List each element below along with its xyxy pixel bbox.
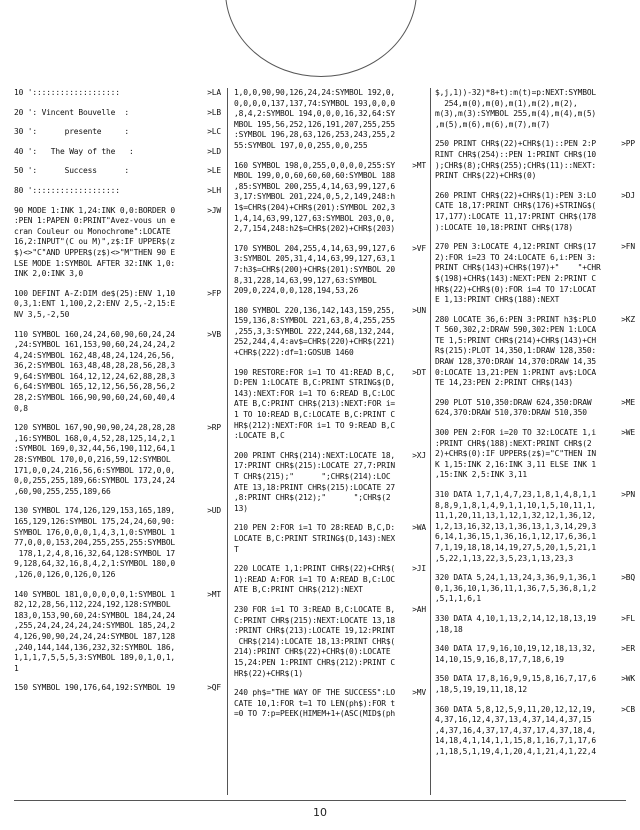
code-text: 250 PRINT CHR$(22)+CHR$(1)::PEN 2:P [435, 139, 597, 149]
code-text: m(3),m(3):SYMBOL 255,m(4),m(4),m(5) [435, 109, 597, 119]
basic-line [14, 147, 221, 158]
code-text: MBOL 199,0,0,60,60,60,60:SYMBOL 188 [234, 171, 396, 181]
code-text: 200 PRINT CHR$(214):NEXT:LOCATE 18, [234, 450, 396, 460]
code-text: 82,12,28,56,112,224,192,128:SYMBOL [14, 600, 171, 610]
basic-line [435, 191, 635, 233]
basic-line [435, 674, 635, 695]
code-text: 110 SYMBOL 160,24,24,60,90,60,24,24 [14, 329, 176, 339]
code-text: ,16:SYMBOL 168,0,4,52,28,125,14,2,1 [14, 433, 176, 443]
code-text: :PRINT CHR$(213):LOCATE 19,12:PRINT [234, 626, 396, 636]
basic-line [435, 242, 635, 306]
code-text: T [234, 544, 239, 554]
code-text: LOCATE B,C:PRINT STRING$(D,143):NEX [234, 533, 396, 543]
checksum-code: >FN [621, 242, 635, 252]
code-text: 2):FOR i=23 TO 24:LOCATE 6,i:PEN 3: [435, 252, 597, 262]
code-text: LSE MODE 1:SYMBOL AFTER 32:INK 1,0: [14, 258, 176, 268]
code-text: ,15:INK 2,5:INK 3,11 [435, 470, 528, 480]
page-number: 10 [313, 806, 327, 819]
code-text: ,8:PRINT CHR$(212);" ";CHR$(2 [234, 493, 391, 503]
basic-line [234, 161, 426, 235]
code-text: 3:SYMBOL 205,31,4,14,63,99,127,63,1 [234, 254, 396, 264]
code-text: 360 DATA 5,8,12,5,9,11,20,12,12,19, [435, 704, 597, 714]
code-text: ,255,24,24,24,24,24:SYMBOL 185,24,2 [14, 621, 176, 631]
code-text: 40 ': The Way of the : [14, 146, 134, 156]
code-text: CATE 10,1:FOR t=1 TO LEN(ph$):FOR t [234, 698, 396, 708]
basic-line [14, 683, 221, 694]
listing-column-1 [14, 88, 221, 703]
code-text: cran Couleur ou Monochrome":LOCATE [14, 226, 171, 236]
basic-line [435, 573, 635, 605]
code-text: 2)+CHR$(0):IF UPPER$(z$)="C"THEN IN [435, 449, 597, 459]
code-text: ,240,144,144,136,232,32:SYMBOL 186, [14, 642, 176, 652]
code-text: ,126,0,126,0,126,0,126 [14, 569, 116, 579]
code-text: 1$=CHR$(204)+CHR$(201):SYMBOL 202,3 [234, 202, 396, 212]
code-text: 28,2:SYMBOL 166,90,90,60,24,60,40,4 [14, 393, 176, 403]
listing-column-2 [234, 88, 426, 729]
code-text: 210 PEN 2:FOR i=1 TO 28:READ B,C,D: [234, 523, 396, 533]
code-text: ,18,5,19,19,11,18,12 [435, 684, 528, 694]
code-text: 254,m(0),m(0),m(1),m(2),m(2), [435, 98, 578, 108]
code-text: RINT CHR$(254)::PEN 1:PRINT CHR$(10 [435, 149, 597, 159]
code-text: 1,2,13,16,32,13,1,36,13,1,3,14,29,3 [435, 521, 597, 531]
code-text: 0,8 [14, 403, 28, 413]
code-text: 1):READ A:FOR i=1 TO A:READ B,C:LOC [234, 574, 396, 584]
code-text: 3,17:SYMBOL 201,224,0,5,2,149,248:h [234, 192, 396, 202]
code-text: R$(215):PLOT 14,350,1:DRAW 128,350: [435, 346, 597, 356]
code-text: 36,2:SYMBOL 163,48,48,28,28,56,28,3 [14, 361, 176, 371]
checksum-code: >BQ [621, 573, 635, 583]
code-text: 180 SYMBOL 220,136,142,143,159,255, [234, 305, 396, 315]
code-text: ,85:SYMBOL 200,255,4,14,63,99,127,6 [234, 181, 396, 191]
code-text: 159,136,8:SYMBOL 221,63,8,4,255,255 [234, 316, 396, 326]
code-text: 240 ph$="THE WAY OF THE SUCCESS":LO [234, 688, 396, 698]
basic-line [14, 88, 221, 99]
code-text: D:PEN 1:LOCATE B,C:PRINT STRING$(D, [234, 378, 396, 388]
code-text: 8,31,228,14,63,99,127,63:SYMBOL [234, 275, 377, 285]
checksum-code: >MV [412, 688, 426, 698]
code-text: $(198)+CHR$(143):NEXT:PEN 2:PRINT C [435, 273, 597, 283]
basic-line [14, 289, 221, 321]
code-text: :SYMBOL 196,28,63,126,253,243,255,2 [234, 130, 396, 140]
code-text: T 560,302,2:DRAW 590,302:PEN 1:LOCA [435, 325, 597, 335]
basic-line [435, 315, 635, 389]
code-text: $)<>"C"AND UPPER$(z$)<>"M"THEN 90 E [14, 247, 176, 257]
basic-line [435, 490, 635, 564]
code-text: 0:LOCATE 13,21:PEN 1:PRINT av$:LOCA [435, 367, 597, 377]
code-text: PRINT CHR$(143)+CHR$(197)+" "+CHR [435, 263, 601, 273]
code-text: 280 LOCATE 36,6:PEN 3:PRINT h3$:PLO [435, 314, 597, 324]
code-text: ,5,1,1,6,1 [435, 594, 482, 604]
code-text: 7:h3$=CHR$(200)+CHR$(201):SYMBOL 20 [234, 264, 396, 274]
code-text: 1,0,0,90,90,126,24,24:SYMBOL 192,0, [234, 88, 396, 97]
code-text: HR$(22)+CHR$(0):FOR i=4 TO 17:LOCAT [435, 284, 597, 294]
basic-line [234, 605, 426, 679]
checksum-code: >VF [412, 243, 426, 253]
basic-line [234, 244, 426, 297]
code-text: 130 SYMBOL 174,126,129,153,165,189, [14, 506, 176, 516]
basic-line [435, 644, 635, 665]
code-text: MBOL 195,56,252,126,191,207,255,255 [234, 119, 396, 129]
code-text: CATE 18,17:PRINT CHR$(176)+STRING$( [435, 201, 597, 211]
code-text: =0 TO 7:p=PEEK(HIMEM+1+(ASC(MID$(ph [234, 709, 396, 719]
code-text: 300 PEN 2:FOR i=20 TO 32:LOCATE 1,i [435, 428, 597, 438]
code-text: ,1,18,5,1,19,4,1,20,4,1,21,4,1,22,4 [435, 746, 597, 756]
basic-line [234, 306, 426, 359]
column-divider [430, 88, 431, 795]
footer-rule [14, 800, 626, 801]
basic-line [14, 506, 221, 580]
code-text: 190 RESTORE:FOR i=1 TO 41:READ B,C, [234, 367, 396, 377]
code-text: );CHR$(8);CHR$(255);CHR$(11)::NEXT: [435, 160, 597, 170]
code-text: 14,10,15,9,16,8,17,7,18,6,19 [435, 654, 564, 664]
code-text: 16,2:INPUT"(C ou M)",z$:IF UPPER$(z [14, 237, 176, 247]
checksum-code: >LH [207, 185, 221, 195]
code-text: DRAW 128,370:DRAW 14,370:DRAW 14,35 [435, 357, 597, 367]
basic-line [234, 88, 426, 152]
checksum-code: >WE [621, 428, 635, 438]
code-text: 6,64:SYMBOL 165,12,12,56,56,28,56,2 [14, 382, 176, 392]
basic-line [14, 166, 221, 177]
code-text: +CHR$(222):df=1:GOSUB 1460 [234, 348, 354, 358]
basic-line [14, 108, 221, 119]
code-text: 160 SYMBOL 198,0,255,0,0,0,0,255:SY [234, 160, 396, 170]
code-text: 28:SYMBOL 170,0,0,216,59,12:SYMBOL [14, 455, 171, 465]
code-text: C:PRINT CHR$(215):NEXT:LOCATE 13,18 [234, 615, 396, 625]
checksum-code: >LB [207, 107, 221, 117]
basic-line [234, 688, 426, 720]
checksum-code: >KZ [621, 314, 635, 324]
code-text: TE 14,23:PEN 2:PRINT CHR$(143) [435, 378, 574, 388]
code-text: ATE B,C:PRINT CHR$(213):NEXT:FOR i= [234, 399, 396, 409]
code-text: 8,8,9,1,8,1,4,9,1,1,10,1,5,10,11,1, [435, 500, 597, 510]
code-text: 10 '::::::::::::::::::: [14, 88, 120, 97]
code-text: 290 PLOT 510,350:DRAW 624,350:DRAW [435, 397, 592, 407]
code-text: 220 LOCATE 1,1:PRINT CHR$(22)+CHR$( [234, 564, 396, 574]
code-text: 14,18,4,1,14,1,1,15,8,1,16,7,1,17,6 [435, 736, 597, 746]
basic-line [14, 590, 221, 675]
checksum-code: >CB [621, 704, 635, 714]
checksum-code: >WK [621, 674, 635, 684]
checksum-code: >PP [621, 139, 635, 149]
code-text: 150 SYMBOL 190,176,64,192:SYMBOL 19 [14, 683, 176, 693]
basic-line [14, 206, 221, 280]
code-text: 214):PRINT CHR$(22)+CHR$(0):LOCATE [234, 647, 391, 657]
code-text: 13) [234, 503, 248, 513]
code-text: :PRINT CHR$(188):NEXT:PRINT CHR$(2 [435, 438, 592, 448]
basic-line [435, 705, 635, 758]
code-text: 320 DATA 5,24,1,13,24,3,36,9,1,36,1 [435, 573, 597, 583]
code-text: 340 DATA 17,9,16,10,19,12,18,13,32, [435, 644, 597, 654]
code-text: :LOCATE B,C [234, 431, 285, 441]
code-text: 17:PRINT CHR$(215):LOCATE 27,7:PRIN [234, 461, 396, 471]
checksum-code: >MT [207, 589, 221, 599]
checksum-code: >LE [207, 166, 221, 176]
checksum-code: >ME [621, 397, 635, 407]
code-text: ATE B,C:PRINT CHR$(212):NEXT [234, 585, 363, 595]
code-text: T CHR$(215);" ";CHR$(214):LOC [234, 472, 391, 481]
basic-line [435, 614, 635, 635]
code-text: $,j,1))-32)*8+t):m(t)=p:NEXT:SYMBOL [435, 88, 597, 97]
code-text: 260 PRINT CHR$(22)+CHR$(1):PEN 3:LO [435, 190, 597, 200]
code-text: 77,0,0,0,153,204,255,255,255:SYMBOL [14, 538, 176, 548]
basic-line [234, 451, 426, 515]
checksum-code: >LC [207, 127, 221, 137]
code-text: ,m(5),m(6),m(6),m(7),m(7) [435, 119, 551, 129]
code-text: 143):NEXT:FOR i=1 TO 6:READ B,C:LOC [234, 388, 396, 398]
checksum-code: >UD [207, 506, 221, 516]
basic-line [234, 564, 426, 596]
basic-line [14, 423, 221, 497]
checksum-code: >FP [207, 288, 221, 298]
checksum-code: >WA [412, 523, 426, 533]
code-text: ,60,90,255,255,189,66 [14, 486, 111, 496]
code-text: 9,128,64,32,16,8,4,2,1:SYMBOL 180,0 [14, 559, 176, 569]
code-text: 1 TO 10:READ B,C:LOCATE B,C:PRINT C [234, 410, 396, 420]
checksum-code: >AH [412, 604, 426, 614]
code-text: ATE 13,18:PRINT CHR$(215):LOCATE 27 [234, 482, 396, 492]
basic-line [14, 186, 221, 197]
basic-line [435, 139, 635, 181]
code-text: E 1,13:PRINT CHR$(188):NEXT [435, 295, 560, 305]
column-divider [227, 88, 228, 795]
code-text: 55:SYMBOL 197,0,0,255,0,0,255 [234, 140, 368, 150]
checksum-code: >DJ [621, 190, 635, 200]
code-text: 1,1,1,7,5,5,5,3:SYMBOL 189,0,1,0,1, [14, 653, 176, 663]
code-text: 171,0,0,24,216,56,6:SYMBOL 172,0,0, [14, 465, 176, 475]
code-text: 0,0,0,0,137,137,74:SYMBOL 193,0,0,0 [234, 98, 396, 108]
code-text: 4,126,90,90,24,24,24:SYMBOL 187,128 [14, 631, 176, 641]
code-text: ,4,37,16,4,37,17,4,37,17,4,37,18,4, [435, 725, 597, 735]
checksum-code: >QF [207, 683, 221, 693]
code-text: INK 2,0:INK 3,0 [14, 269, 84, 279]
code-text: SYMBOL 176,0,0,0,1,4,3,1,0:SYMBOL 1 [14, 527, 176, 537]
code-text: CHR$(214):LOCATE 18,13:PRINT CHR$( [234, 636, 396, 646]
code-text: 350 DATA 17,8,16,9,9,15,8,16,7,17,6 [435, 674, 597, 684]
checksum-code: >PN [621, 490, 635, 499]
basic-line [234, 368, 426, 442]
code-text: ,24:SYMBOL 161,153,90,60,24,24,24,2 [14, 340, 176, 350]
code-text: ,8,4,2:SYMBOL 194,0,0,0,16,32,64:SY [234, 109, 396, 119]
code-text: 17,177):LOCATE 11,17:PRINT CHR$(178 [435, 211, 597, 221]
code-text: HR$(22)+CHR$(1) [234, 668, 304, 678]
code-text: 7,1,19,18,18,14,19,27,5,20,1,5,21,1 [435, 542, 597, 552]
code-text: 6,14,1,36,15,1,36,16,1,12,17,6,36,1 [435, 532, 597, 542]
basic-line [435, 428, 635, 481]
basic-line [435, 398, 635, 419]
code-text: 20 ': Vincent Bouvelle : [14, 107, 130, 117]
code-text: 4,37,16,12,4,37,13,4,37,14,4,37,15 [435, 715, 592, 725]
listing-column-3 [435, 88, 635, 766]
code-text: 140 SYMBOL 181,0,0,0,0,0,1:SYMBOL 1 [14, 589, 176, 599]
code-text: 170 SYMBOL 204,255,4,14,63,99,127,6 [234, 243, 396, 253]
code-text: 1,4,14,63,99,127,63:SYMBOL 203,0,0, [234, 213, 396, 223]
basic-line [14, 127, 221, 138]
code-text: ):LOCATE 10,18:PRINT CHR$(178) [435, 222, 574, 232]
code-text: TE 1,5:PRINT CHR$(214)+CHR$(143)+CH [435, 335, 597, 345]
code-text: 11,1,20,11,13,1,12,1,32,12,1,36,12, [435, 511, 597, 521]
code-text: 0,1,36,10,1,36,11,1,36,7,5,36,8,1,2 [435, 583, 597, 593]
checksum-code: >LD [207, 146, 221, 156]
basic-line [234, 523, 426, 555]
checksum-code: >JI [412, 564, 426, 574]
checksum-code: >LA [207, 88, 221, 97]
code-text: 80 '::::::::::::::::::: [14, 185, 120, 195]
code-text: 270 PEN 3:LOCATE 4,12:PRINT CHR$(17 [435, 242, 597, 252]
checksum-code: >JW [207, 205, 221, 215]
section-badge [225, 0, 417, 77]
code-text: 178,1,2,4,8,16,32,64,128:SYMBOL 17 [14, 548, 176, 558]
code-text: :SYMBOL 169,0,32,44,56,190,112,64,1 [14, 444, 176, 454]
code-text: 165,129,126:SYMBOL 175,24,24,60,90: [14, 517, 176, 526]
code-text: 90 MODE 1:INK 1,24:INK 0,0:BORDER 0 [14, 205, 176, 215]
code-text: 120 SYMBOL 167,90,90,90,24,28,28,28 [14, 423, 176, 433]
code-text: 230 FOR i=1 TO 3:READ B,C:LOCATE B, [234, 604, 396, 614]
code-text: 2,7,154,248:h2$=CHR$(202)+CHR$(203) [234, 224, 396, 234]
code-text: PRINT CHR$(22)+CHR$(0) [435, 171, 537, 181]
code-text: 330 DATA 4,10,1,13,2,14,12,18,13,19 [435, 613, 597, 623]
checksum-code: >UN [412, 305, 426, 315]
code-text: NV 3,5,-2,50 [14, 309, 70, 319]
code-text: 209,0,224,0,0,128,194,53,26 [234, 286, 359, 296]
code-text: 252,244,4,4:av$=CHR$(220)+CHR$(221) [234, 337, 396, 347]
checksum-code: >ER [621, 644, 635, 654]
code-text: 183,0,153,90,60,24:SYMBOL 184,24,24 [14, 610, 176, 620]
code-text: 0,0,255,255,189,66:SYMBOL 173,24,24 [14, 476, 176, 486]
code-text: :PEN 1:PAPEN 0:PRINT"Avez-vous un e [14, 216, 176, 226]
checksum-code: >VB [207, 329, 221, 339]
code-text: 1 [14, 663, 19, 673]
code-text: ,255,3,3:SYMBOL 222,244,68,132,244, [234, 326, 396, 336]
checksum-code: >MT [412, 160, 426, 170]
code-text: ,18,18 [435, 624, 463, 634]
code-text: 310 DATA 1,7,1,4,7,23,1,8,1,4,8,1,1 [435, 490, 597, 499]
checksum-code: >XJ [412, 450, 426, 460]
code-text: 50 ': Success : [14, 166, 130, 176]
basic-line [14, 330, 221, 415]
basic-line [435, 88, 635, 130]
checksum-code: >FL [621, 613, 635, 623]
code-text: HR$(212):NEXT:FOR i=1 TO 9:READ B,C [234, 420, 396, 430]
code-text: 9,64:SYMBOL 164,12,12,24,62,88,28,3 [14, 371, 176, 381]
code-text: K 1,15:INK 2,16:INK 3,11 ELSE INK 1 [435, 459, 597, 469]
checksum-code: >DT [412, 367, 426, 377]
code-text: 100 DEFINT A-Z:DIM de$(25):ENV 1,10 [14, 288, 176, 298]
code-text: 30 ': presente : [14, 127, 130, 137]
code-text: 0,3,1:ENT 1,100,2,2:ENV 2,5,-2,15:E [14, 299, 176, 309]
checksum-code: >RP [207, 423, 221, 433]
code-text: 15,24:PEN 1:PRINT CHR$(212):PRINT C [234, 657, 396, 667]
code-text: ,5,22,1,13,22,3,5,23,1,13,23,3 [435, 553, 574, 563]
code-text: 4,24:SYMBOL 162,48,48,24,124,26,56, [14, 350, 176, 360]
code-text: 624,370:DRAW 510,370:DRAW 510,350 [435, 408, 587, 418]
